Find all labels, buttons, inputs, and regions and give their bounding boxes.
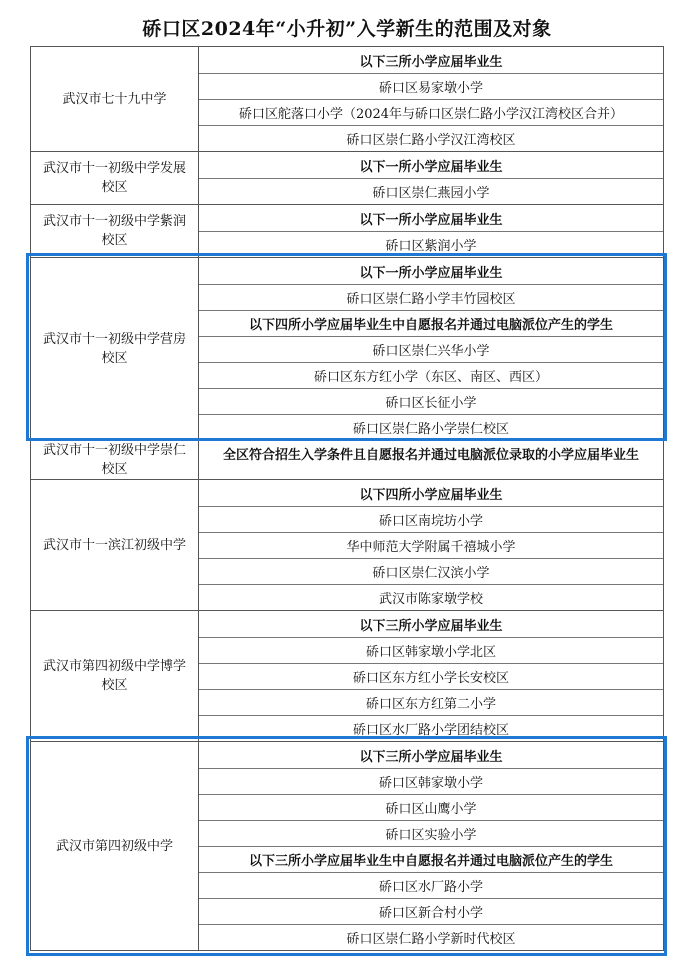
criteria-header-cell: 全区符合招生入学条件且自愿报名并通过电脑派位录取的小学应届毕业生: [222, 448, 639, 463]
primary-school-list: [199, 480, 663, 610]
school-name: 武汉市十一初级中学发展校区: [31, 152, 199, 204]
criteria-header-cell: 以下一所小学应届毕业生: [359, 265, 503, 281]
primary-school-cell: 硚口区南垸坊小学: [199, 506, 663, 532]
criteria-header-cell: 以下三所小学应届毕业生: [359, 54, 503, 70]
enrollment-table: [30, 46, 664, 951]
primary-school-list: [199, 47, 663, 151]
criteria-header-cell: 以下三所小学应届毕业生中自愿报名并通过电脑派位产生的学生: [199, 846, 663, 872]
school-group-qishijiu: [30, 46, 664, 151]
primary-school-list: [199, 258, 663, 440]
primary-school-list: [199, 152, 663, 204]
primary-school-cell: 硚口区崇仁汉滨小学: [199, 558, 663, 584]
school-name: 武汉市十一初级中学营房校区: [31, 258, 199, 440]
primary-school-cell: 华中师范大学附属千禧城小学: [199, 532, 663, 558]
primary-school-cell: 武汉市陈家墩学校: [199, 584, 663, 610]
school-name: 武汉市七十九中学: [31, 47, 199, 151]
primary-school-cell: 硚口区东方红第二小学: [199, 689, 663, 715]
primary-school-cell: 硚口区韩家墩小学: [199, 768, 663, 794]
primary-school-cell: 硚口区崇仁路小学新时代校区: [199, 924, 663, 950]
school-group-binjiang: [30, 479, 664, 610]
primary-school-cell: 硚口区水厂路小学: [199, 872, 663, 898]
criteria-header-cell: 以下三所小学应届毕业生: [359, 749, 503, 765]
primary-school-list: [199, 611, 663, 741]
school-group-fazhan: [30, 151, 664, 204]
primary-school-list: [199, 441, 663, 479]
primary-school-cell: 硚口区崇仁路小学汉江湾校区: [199, 125, 663, 151]
school-name: 武汉市十一滨江初级中学: [31, 480, 199, 610]
primary-school-cell: 硚口区实验小学: [199, 820, 663, 846]
criteria-header-cell: 以下四所小学应届毕业生: [359, 487, 503, 503]
school-name: 武汉市第四初级中学博学校区: [31, 611, 199, 741]
primary-school-list: [199, 742, 663, 950]
school-group-chongren: [30, 440, 664, 479]
primary-school-cell: 硚口区崇仁燕园小学: [199, 178, 663, 204]
criteria-header-cell: 以下三所小学应届毕业生: [359, 618, 503, 634]
school-group-disi: [30, 741, 664, 951]
primary-school-cell: 硚口区东方红小学长安校区: [199, 663, 663, 689]
criteria-header-cell: 以下四所小学应届毕业生中自愿报名并通过电脑派位产生的学生: [199, 310, 663, 336]
primary-school-cell: 硚口区新合村小学: [199, 898, 663, 924]
primary-school-list: [199, 205, 663, 257]
school-name: 武汉市十一初级中学紫润校区: [31, 205, 199, 257]
page-title: 硚口区2024年“小升初”入学新生的范围及对象: [142, 18, 552, 40]
criteria-header-cell: 以下一所小学应届毕业生: [359, 159, 503, 175]
primary-school-cell: 硚口区崇仁兴华小学: [199, 336, 663, 362]
primary-school-cell: 硚口区舵落口小学（2024年与硚口区崇仁路小学汉江湾校区合并）: [199, 99, 663, 125]
primary-school-cell: 硚口区水厂路小学团结校区: [199, 715, 663, 741]
school-name: 武汉市十一初级中学崇仁校区: [31, 441, 199, 479]
school-group-boxue: [30, 610, 664, 741]
primary-school-cell: 硚口区易家墩小学: [199, 73, 663, 99]
school-name: 武汉市第四初级中学: [31, 742, 199, 950]
primary-school-cell: 硚口区紫润小学: [199, 231, 663, 257]
primary-school-cell: 硚口区崇仁路小学崇仁校区: [199, 414, 663, 440]
school-group-zirun: [30, 204, 664, 257]
primary-school-cell: 硚口区崇仁路小学丰竹园校区: [199, 284, 663, 310]
primary-school-cell: 硚口区韩家墩小学北区: [199, 637, 663, 663]
primary-school-cell: 硚口区山鹰小学: [199, 794, 663, 820]
primary-school-cell: 硚口区东方红小学（东区、南区、西区）: [199, 362, 663, 388]
primary-school-cell: 硚口区长征小学: [199, 388, 663, 414]
criteria-header-cell: 以下一所小学应届毕业生: [359, 212, 503, 228]
school-group-yingfang: [30, 257, 664, 440]
